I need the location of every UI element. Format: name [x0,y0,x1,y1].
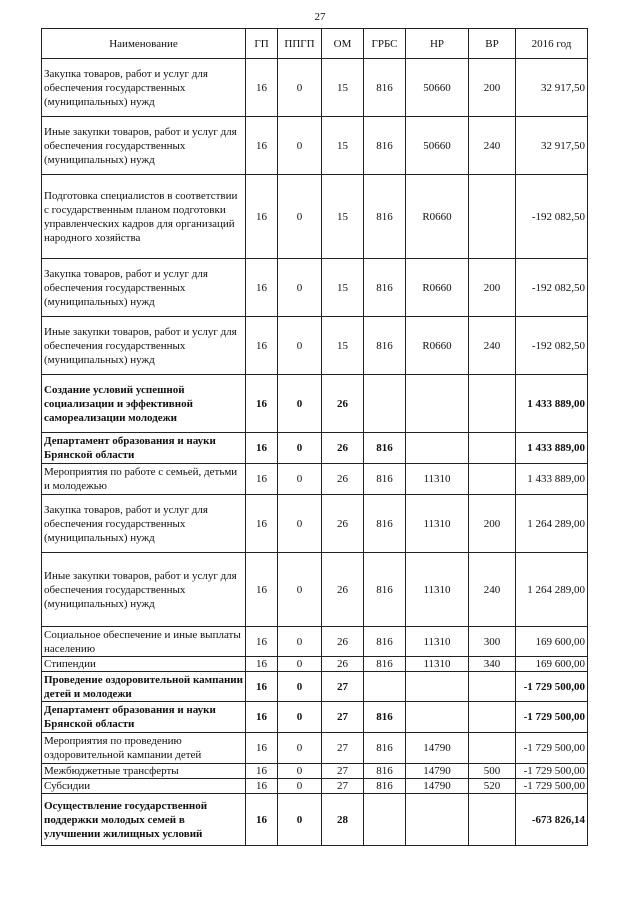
cell-vr [469,464,516,495]
cell-grbs: 816 [364,59,406,117]
cell-grbs: 816 [364,553,406,627]
column-header-vr: ВР [469,29,516,59]
cell-om: 27 [322,764,364,779]
column-header-nr: НР [406,29,469,59]
cell-om: 27 [322,733,364,764]
cell-ppgp: 0 [278,627,322,657]
cell-amount: 1 264 289,00 [516,553,588,627]
cell-ppgp: 0 [278,553,322,627]
cell-grbs: 816 [364,464,406,495]
cell-name: Стипендии [42,657,246,672]
column-header-gp: ГП [246,29,278,59]
cell-ppgp: 0 [278,764,322,779]
cell-grbs: 816 [364,117,406,175]
cell-ppgp: 0 [278,259,322,317]
cell-ppgp: 0 [278,117,322,175]
cell-grbs: 816 [364,433,406,464]
cell-nr [406,702,469,733]
column-header-name: Наименование [42,29,246,59]
cell-gp: 16 [246,627,278,657]
cell-vr: 240 [469,317,516,375]
cell-amount: -192 082,50 [516,317,588,375]
cell-name: Мероприятия по проведению оздоровительной кампании детей [42,733,246,764]
cell-gp: 16 [246,794,278,846]
cell-amount: 169 600,00 [516,627,588,657]
table-row [42,779,588,794]
cell-nr: R0660 [406,259,469,317]
cell-nr: 14790 [406,764,469,779]
cell-vr: 200 [469,59,516,117]
cell-om: 15 [322,259,364,317]
cell-ppgp: 0 [278,317,322,375]
table-row [42,794,588,846]
cell-nr [406,672,469,702]
cell-gp: 16 [246,259,278,317]
cell-grbs: 816 [364,764,406,779]
cell-om: 26 [322,627,364,657]
cell-vr: 200 [469,495,516,553]
cell-gp: 16 [246,433,278,464]
cell-amount: -1 729 500,00 [516,779,588,794]
table-row [42,59,588,117]
cell-grbs: 816 [364,259,406,317]
table-row [42,733,588,764]
cell-name: Подготовка специалистов в соответствии с государственным планом подготовки управленческих кадров для организаций народного хозяйства [42,175,246,259]
table-row [42,117,588,175]
budget-table [41,28,588,846]
cell-gp: 16 [246,657,278,672]
cell-gp: 16 [246,117,278,175]
cell-om: 26 [322,375,364,433]
cell-om: 27 [322,702,364,733]
cell-vr: 200 [469,259,516,317]
table-row [42,764,588,779]
cell-grbs: 816 [364,495,406,553]
table-row [42,702,588,733]
cell-name: Иные закупки товаров, работ и услуг для обеспечения государственных (муниципальных) нужд [42,117,246,175]
cell-gp: 16 [246,464,278,495]
cell-vr [469,672,516,702]
cell-om: 28 [322,794,364,846]
cell-grbs: 816 [364,733,406,764]
table-row [42,672,588,702]
cell-vr [469,794,516,846]
cell-nr: 50660 [406,117,469,175]
cell-vr [469,702,516,733]
cell-nr [406,433,469,464]
cell-amount: -1 729 500,00 [516,672,588,702]
cell-amount: -673 826,14 [516,794,588,846]
cell-name: Социальное обеспечение и иные выплаты населению [42,627,246,657]
cell-ppgp: 0 [278,375,322,433]
cell-name: Мероприятия по работе с семьей, детьми и молодежью [42,464,246,495]
cell-name: Закупка товаров, работ и услуг для обеспечения государственных (муниципальных) нужд [42,259,246,317]
cell-gp: 16 [246,733,278,764]
table-row [42,627,588,657]
cell-amount: 1 264 289,00 [516,495,588,553]
cell-nr [406,794,469,846]
cell-vr [469,375,516,433]
cell-gp: 16 [246,553,278,627]
table-row [42,317,588,375]
cell-gp: 16 [246,702,278,733]
table-row [42,553,588,627]
table-body [42,59,588,846]
cell-gp: 16 [246,317,278,375]
cell-vr: 300 [469,627,516,657]
column-header-year: 2016 год [516,29,588,59]
cell-gp: 16 [246,672,278,702]
cell-om: 15 [322,59,364,117]
cell-name: Закупка товаров, работ и услуг для обеспечения государственных (муниципальных) нужд [42,59,246,117]
table-row [42,464,588,495]
cell-amount: -1 729 500,00 [516,764,588,779]
cell-vr: 500 [469,764,516,779]
column-header-grbs: ГРБС [364,29,406,59]
cell-gp: 16 [246,59,278,117]
cell-om: 26 [322,464,364,495]
cell-amount: -192 082,50 [516,175,588,259]
cell-grbs: 816 [364,317,406,375]
cell-amount: -1 729 500,00 [516,733,588,764]
cell-nr: R0660 [406,317,469,375]
cell-nr: 11310 [406,495,469,553]
cell-ppgp: 0 [278,779,322,794]
cell-om: 26 [322,495,364,553]
cell-amount: 32 917,50 [516,117,588,175]
cell-nr [406,375,469,433]
cell-vr: 240 [469,553,516,627]
cell-ppgp: 0 [278,794,322,846]
cell-grbs [364,375,406,433]
cell-grbs: 816 [364,175,406,259]
table-header-row [42,29,588,59]
cell-amount: 32 917,50 [516,59,588,117]
cell-name: Закупка товаров, работ и услуг для обеспечения государственных (муниципальных) нужд [42,495,246,553]
cell-nr: 11310 [406,657,469,672]
cell-nr: 11310 [406,464,469,495]
cell-vr [469,733,516,764]
cell-ppgp: 0 [278,733,322,764]
cell-ppgp: 0 [278,59,322,117]
cell-om: 26 [322,433,364,464]
cell-om: 26 [322,657,364,672]
cell-grbs: 816 [364,627,406,657]
cell-nr: 14790 [406,779,469,794]
column-header-ppgp: ППГП [278,29,322,59]
page-number: 27 [314,11,326,23]
cell-vr: 520 [469,779,516,794]
cell-ppgp: 0 [278,433,322,464]
table-row [42,259,588,317]
cell-ppgp: 0 [278,175,322,259]
cell-amount: 1 433 889,00 [516,375,588,433]
cell-vr: 340 [469,657,516,672]
cell-grbs: 816 [364,702,406,733]
cell-name: Осуществление государственной поддержки молодых семей в улучшении жилищных условий [42,794,246,846]
cell-nr: 50660 [406,59,469,117]
cell-om: 15 [322,117,364,175]
cell-name: Иные закупки товаров, работ и услуг для обеспечения государственных (муниципальных) нужд [42,553,246,627]
cell-om: 15 [322,175,364,259]
cell-vr: 240 [469,117,516,175]
cell-name: Создание условий успешной социализации и эффективной самореализации молодежи [42,375,246,433]
cell-vr [469,433,516,464]
cell-ppgp: 0 [278,672,322,702]
table-row [42,495,588,553]
cell-ppgp: 0 [278,657,322,672]
cell-name: Проведение оздоровительной кампании детей и молодежи [42,672,246,702]
cell-name: Межбюджетные трансферты [42,764,246,779]
column-header-om: ОМ [322,29,364,59]
cell-nr: R0660 [406,175,469,259]
table-row [42,175,588,259]
cell-grbs: 816 [364,657,406,672]
cell-amount: 1 433 889,00 [516,464,588,495]
cell-om: 27 [322,779,364,794]
cell-name: Субсидии [42,779,246,794]
cell-om: 26 [322,553,364,627]
cell-gp: 16 [246,764,278,779]
cell-gp: 16 [246,375,278,433]
cell-nr: 11310 [406,627,469,657]
cell-grbs [364,672,406,702]
cell-ppgp: 0 [278,495,322,553]
cell-gp: 16 [246,779,278,794]
cell-amount: -1 729 500,00 [516,702,588,733]
cell-name: Департамент образования и науки Брянской области [42,433,246,464]
cell-nr: 14790 [406,733,469,764]
cell-ppgp: 0 [278,464,322,495]
table-row [42,657,588,672]
cell-gp: 16 [246,175,278,259]
cell-ppgp: 0 [278,702,322,733]
cell-grbs: 816 [364,779,406,794]
table-row [42,433,588,464]
cell-om: 15 [322,317,364,375]
cell-amount: -192 082,50 [516,259,588,317]
cell-name: Департамент образования и науки Брянской области [42,702,246,733]
cell-gp: 16 [246,495,278,553]
cell-om: 27 [322,672,364,702]
cell-name: Иные закупки товаров, работ и услуг для обеспечения государственных (муниципальных) нужд [42,317,246,375]
cell-amount: 169 600,00 [516,657,588,672]
cell-amount: 1 433 889,00 [516,433,588,464]
table-row [42,375,588,433]
cell-grbs [364,794,406,846]
cell-nr: 11310 [406,553,469,627]
cell-vr [469,175,516,259]
